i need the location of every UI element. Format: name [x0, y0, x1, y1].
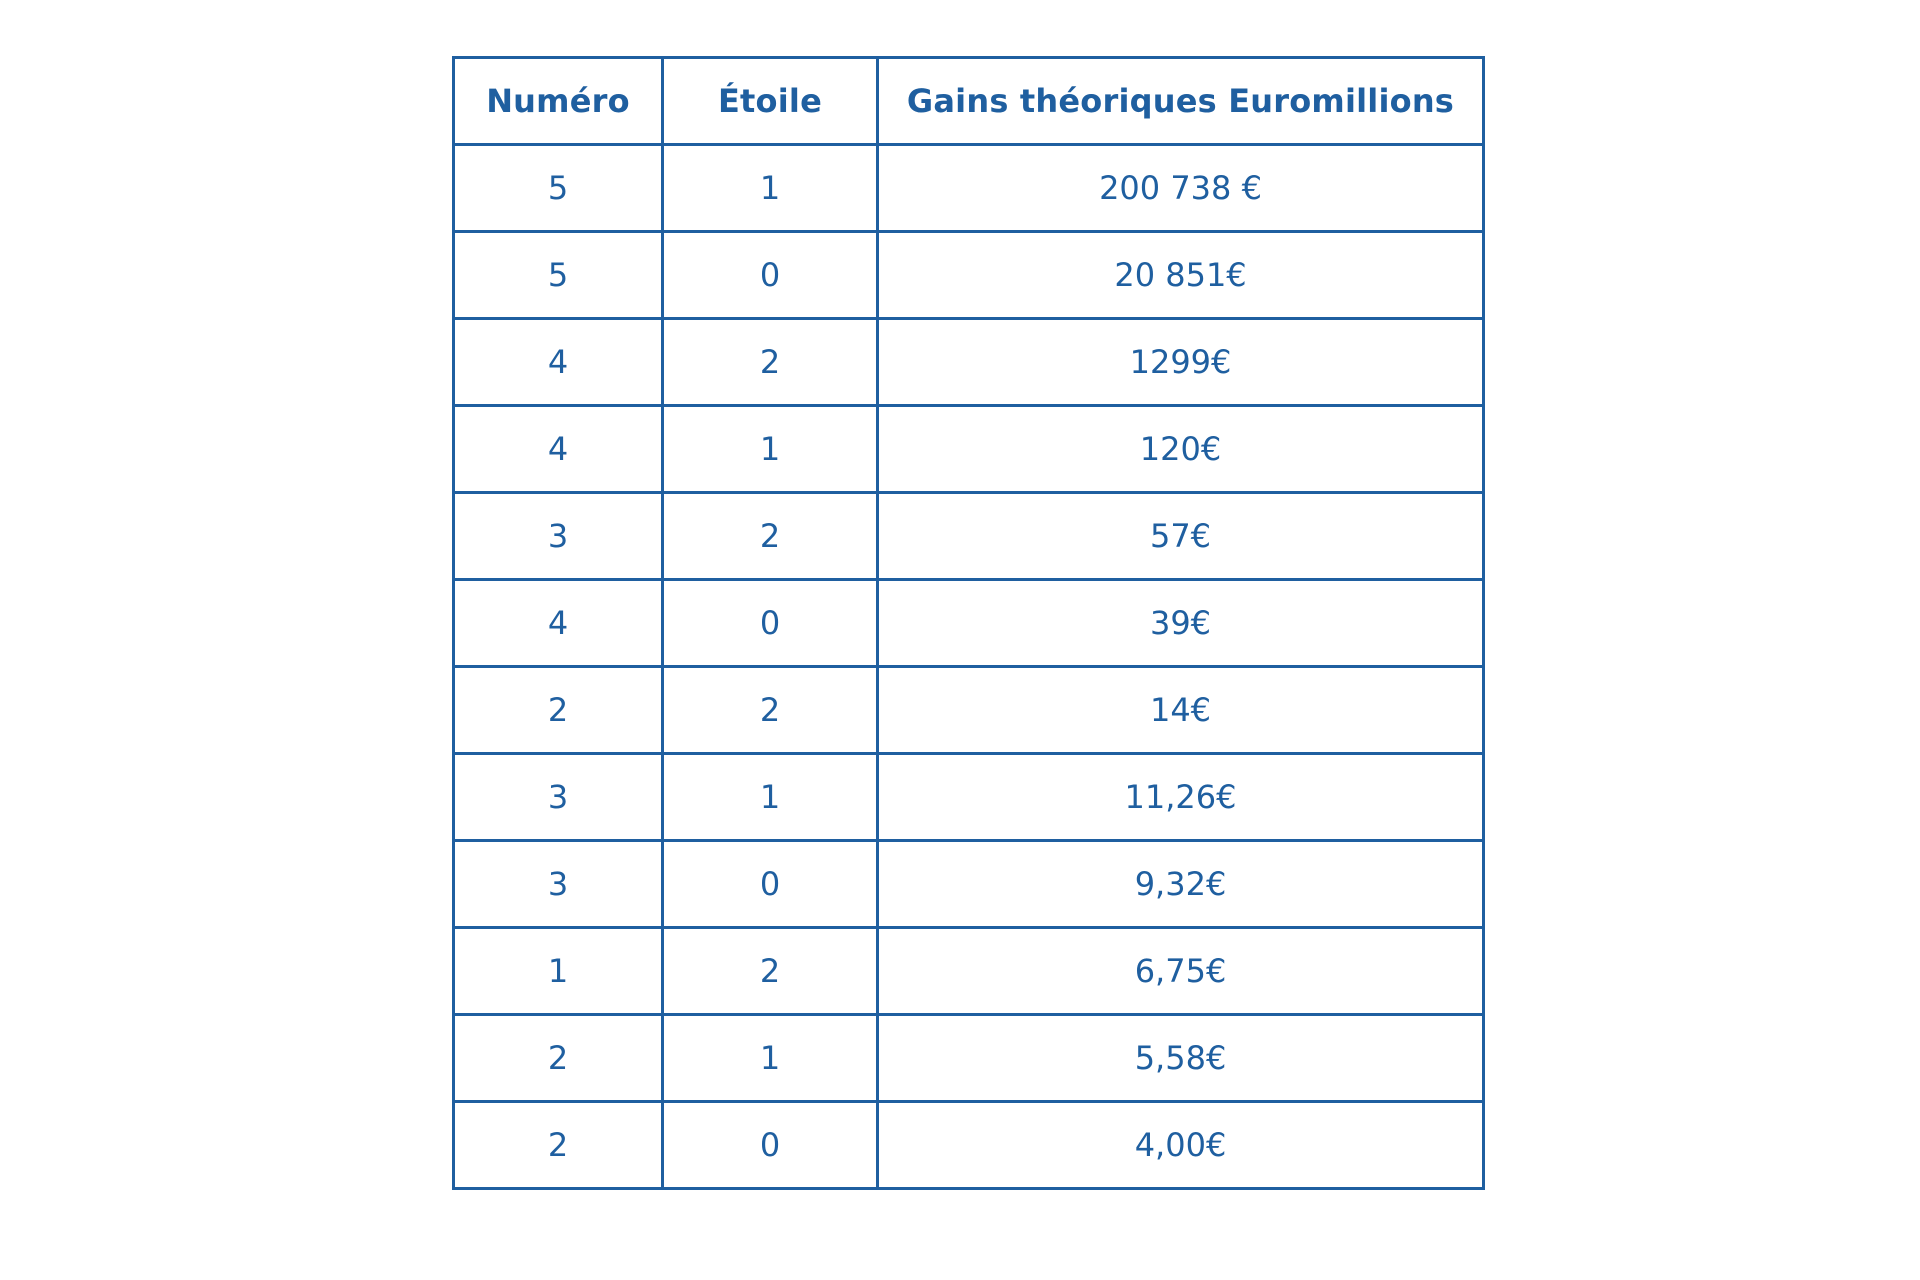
cell-gains: 57€ [878, 493, 1484, 580]
header-gains: Gains théoriques Euromillions [878, 58, 1484, 145]
cell-etoile: 1 [663, 754, 878, 841]
cell-numero: 2 [454, 1015, 663, 1102]
cell-etoile: 2 [663, 667, 878, 754]
cell-etoile: 2 [663, 319, 878, 406]
table-row [454, 1015, 1484, 1102]
table-row [454, 406, 1484, 493]
cell-numero: 4 [454, 406, 663, 493]
cell-numero: 4 [454, 580, 663, 667]
table-row [454, 580, 1484, 667]
cell-etoile: 2 [663, 493, 878, 580]
cell-numero: 1 [454, 928, 663, 1015]
header-numero: Numéro [454, 58, 663, 145]
gains-table [452, 56, 1485, 1190]
cell-numero: 4 [454, 319, 663, 406]
cell-gains: 1299€ [878, 319, 1484, 406]
cell-etoile: 0 [663, 232, 878, 319]
cell-etoile: 0 [663, 1102, 878, 1189]
cell-etoile: 1 [663, 1015, 878, 1102]
cell-numero: 5 [454, 232, 663, 319]
cell-gains: 4,00€ [878, 1102, 1484, 1189]
table-row [454, 754, 1484, 841]
table-row [454, 928, 1484, 1015]
cell-etoile: 2 [663, 928, 878, 1015]
table-row [454, 1102, 1484, 1189]
table-row [454, 493, 1484, 580]
cell-etoile: 1 [663, 145, 878, 232]
table-row [454, 232, 1484, 319]
cell-gains: 14€ [878, 667, 1484, 754]
table-row [454, 319, 1484, 406]
cell-etoile: 0 [663, 580, 878, 667]
table-body [454, 145, 1484, 1189]
cell-etoile: 0 [663, 841, 878, 928]
cell-numero: 5 [454, 145, 663, 232]
cell-numero: 2 [454, 667, 663, 754]
cell-numero: 3 [454, 754, 663, 841]
table-row [454, 145, 1484, 232]
cell-gains: 6,75€ [878, 928, 1484, 1015]
cell-gains: 200 738 € [878, 145, 1484, 232]
table-row [454, 667, 1484, 754]
cell-gains: 20 851€ [878, 232, 1484, 319]
cell-gains: 39€ [878, 580, 1484, 667]
cell-gains: 11,26€ [878, 754, 1484, 841]
cell-numero: 3 [454, 493, 663, 580]
table-header [454, 58, 1484, 145]
cell-gains: 5,58€ [878, 1015, 1484, 1102]
cell-gains: 9,32€ [878, 841, 1484, 928]
header-row [454, 58, 1484, 145]
cell-numero: 3 [454, 841, 663, 928]
cell-gains: 120€ [878, 406, 1484, 493]
gains-table-container [452, 56, 1482, 1190]
cell-etoile: 1 [663, 406, 878, 493]
header-etoile: Étoile [663, 58, 878, 145]
table-row [454, 841, 1484, 928]
cell-numero: 2 [454, 1102, 663, 1189]
